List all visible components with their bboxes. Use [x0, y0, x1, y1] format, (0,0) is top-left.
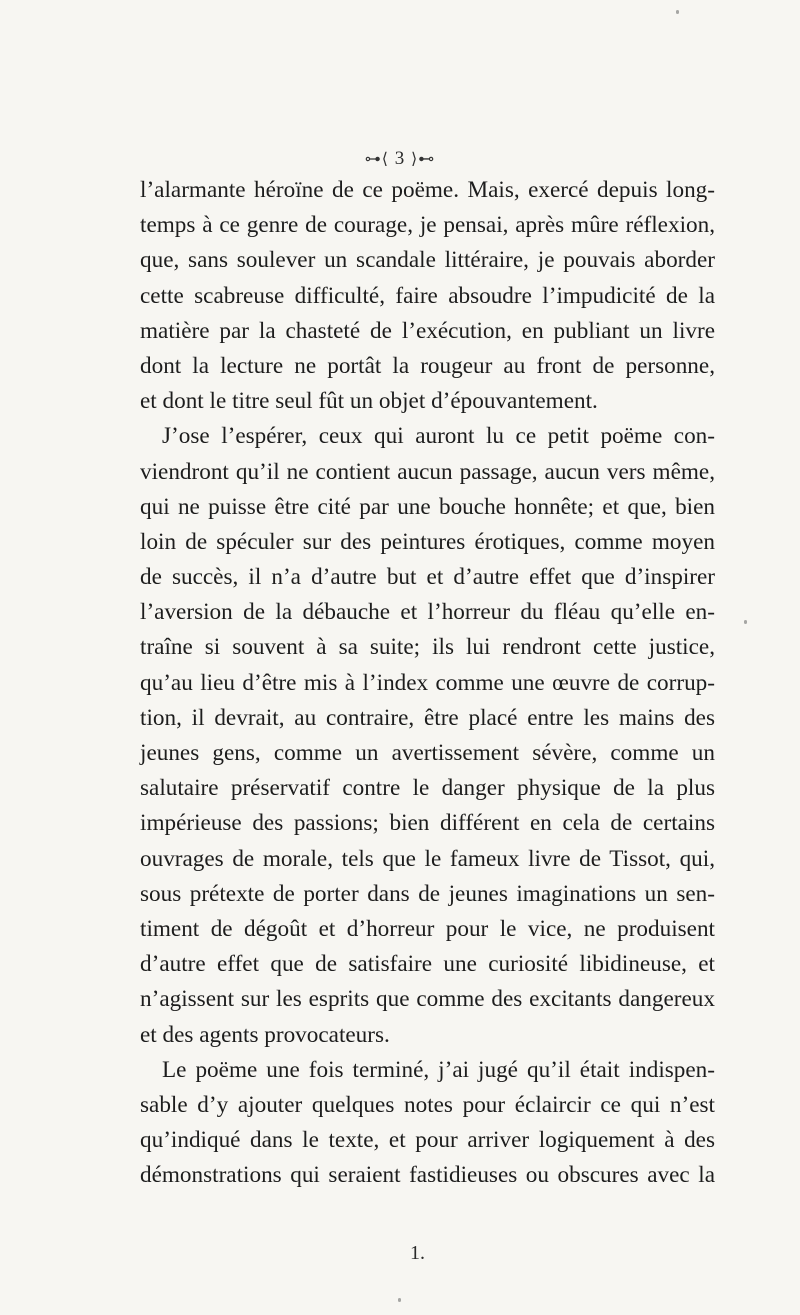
text-line: salutaire préservatif contre le danger physique de la plus: [140, 775, 715, 802]
text-line: cette scabreuse difficulté, faire absoudre l’impudicité de la: [140, 282, 715, 309]
print-speck: [744, 620, 747, 624]
text-line: J’ose l’espérer, ceux qui auront lu ce petit poëme con-: [162, 423, 715, 450]
page-header: [0, 148, 800, 170]
text-line: temps à ce genre de courage, je pensai, après mûre réflexion,: [140, 212, 715, 239]
text-line: jeunes gens, comme un avertissement sévère, comme un: [140, 740, 715, 766]
text-line: de succès, il n’a d’autre but et d’autre effet que d’inspirer: [140, 564, 715, 591]
text-line: qui ne puisse être cité par une bouche honnête; et que, bien: [140, 493, 715, 520]
text-line: et dont le titre seul fût un objet d’épouvantement.: [140, 388, 598, 415]
text-line: démonstrations qui seraient fastidieuses ou obscures avec la: [140, 1162, 715, 1189]
text-line: Le poëme une fois terminé, j’ai jugé qu’il était indispen-: [162, 1056, 715, 1083]
page-number: 3: [394, 148, 406, 169]
text-line: l’aversion de la débauche et l’horreur du fléau qu’elle en-: [140, 599, 715, 626]
text-line: sable d’y ajouter quelques notes pour éclaircir ce qui n’est: [140, 1091, 715, 1118]
body-text: [140, 173, 715, 1193]
ornament-right-icon: ⟩⊷: [411, 151, 436, 168]
text-line: que, sans soulever un scandale littéraire, je pouvais aborder: [140, 247, 715, 274]
text-line: viendront qu’il ne contient aucun passage, aucun vers même,: [140, 458, 715, 485]
print-speck: [676, 10, 679, 14]
print-speck: [398, 1298, 401, 1302]
text-line: matière par la chasteté de l’exécution, en publiant un livre: [140, 317, 715, 344]
text-line: traîne si souvent à sa suite; ils lui rendront cette justice,: [140, 634, 715, 661]
text-line: l’alarmante héroïne de ce poëme. Mais, exercé depuis long-: [140, 177, 715, 203]
text-line: impérieuse des passions; bien différent en cela de certains: [140, 810, 715, 837]
text-line: qu’au lieu d’être mis à l’index comme une œuvre de corrup-: [140, 669, 715, 696]
text-line: tion, il devrait, au contraire, être placé entre les mains des: [140, 704, 715, 731]
text-line: d’autre effet que de satisfaire une curiosité libidineuse, et: [140, 951, 715, 978]
text-line: qu’indiqué dans le texte, et pour arriver logiquement à des: [140, 1127, 715, 1154]
signature-mark: 1.: [410, 1242, 425, 1264]
text-line: ouvrages de morale, tels que le fameux livre de Tissot, qui,: [140, 845, 715, 872]
text-line: timent de dégoût et d’horreur pour le vice, ne produisent: [140, 915, 715, 942]
text-line: dont la lecture ne portât la rougeur au front de personne,: [140, 352, 715, 379]
text-line: loin de spéculer sur des peintures érotiques, comme moyen: [140, 528, 715, 555]
ornament-left-icon: ⊶⟨: [364, 151, 389, 168]
text-line: n’agissent sur les esprits que comme des excitants dangereux: [140, 986, 715, 1013]
text-line: et des agents provocateurs.: [140, 1021, 390, 1048]
text-line: sous prétexte de porter dans de jeunes imaginations un sen-: [140, 880, 715, 907]
